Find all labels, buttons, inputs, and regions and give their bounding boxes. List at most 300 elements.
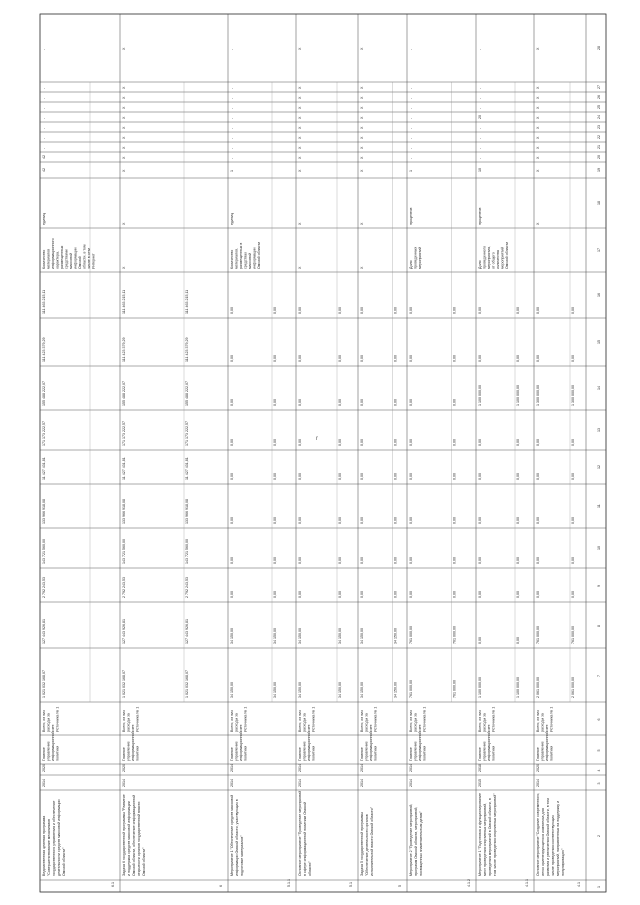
funding-source: Всего, из них — [122, 710, 126, 732]
value-total: 0,00 — [360, 307, 364, 314]
column-number: 11 — [597, 504, 601, 508]
year-mark: - — [409, 87, 413, 89]
value-total: 0,00 — [478, 517, 482, 524]
year-end: 2014 — [360, 764, 364, 772]
value-total: 0,00 — [409, 473, 413, 480]
unit: единиц — [42, 212, 46, 225]
executor: управление — [364, 741, 369, 761]
executor: политики — [422, 745, 427, 761]
value-total: 0,00 — [536, 591, 540, 598]
funding-source: счет: — [545, 723, 549, 732]
funding-source: расходы за — [482, 713, 487, 732]
value-total: 761 000,00 — [536, 626, 540, 644]
value-total: 0,00 — [536, 473, 540, 480]
year-mark: - — [230, 97, 234, 99]
value-source-1: 0,00 — [452, 439, 457, 446]
row-number: 5.1.1 — [287, 879, 291, 887]
value-source-1: 0,00 — [571, 473, 575, 480]
year-mark: - — [42, 117, 46, 119]
funding-source: Всего, из них — [536, 710, 540, 732]
year-mark: - — [478, 127, 482, 129]
indicator-name: количества — [496, 250, 500, 269]
value-source-1: 0,00 — [452, 307, 457, 314]
value-source-1: 0,00 — [452, 473, 457, 480]
row-title: "Обеспечение деятельности органов — [365, 814, 369, 876]
funding-source: Всего, из них — [409, 710, 413, 732]
row-title: числе проведения соответствующих — [551, 815, 555, 876]
value-total: 143 721 560,00 — [122, 539, 126, 564]
value-total: 0,00 — [478, 307, 482, 314]
value-source-1: 0,00 — [516, 307, 520, 314]
indicator-name: средствами — [64, 249, 69, 269]
indicator-name: Омской области — [505, 241, 509, 269]
value-total: 171 173 222,57 — [122, 421, 126, 446]
value-total: 34 150,00 — [360, 628, 364, 644]
year-mark: X — [360, 116, 364, 119]
value-source-1: 111 463 215,11 — [185, 289, 189, 314]
value-total: 0,00 — [360, 591, 364, 598]
funding-source: расходы за — [413, 713, 418, 732]
row-number: 5 — [398, 885, 402, 887]
funding-source: счет: — [369, 723, 373, 732]
row-title: том числе проведения спортивных мероприятий" — [493, 793, 497, 876]
year-mark: X — [122, 126, 126, 129]
row-title: мест проведения спортивных мероприятий, — [483, 802, 487, 876]
year-mark: X — [122, 169, 126, 172]
value-total: 1 021 032 168,07 — [122, 670, 126, 698]
executor: информационной — [239, 731, 243, 761]
value-total: 133 966 918,08 — [122, 499, 126, 524]
value-total: 133 966 918,08 — [42, 499, 46, 524]
value-source-1: 0,00 — [516, 591, 520, 598]
value-source-1: 0,00 — [452, 591, 457, 598]
year-mark: X — [536, 146, 540, 149]
value-source-1: 0,00 — [393, 307, 398, 314]
value-source-1: 761 000,00 — [452, 626, 457, 644]
executor: управление — [413, 741, 418, 761]
value-source-1: 761 000,00 — [571, 626, 575, 644]
value-total: 111 423 379,29 — [122, 337, 126, 362]
row-title: Задача 5 государственной программы — [360, 812, 364, 876]
value-total: 0,00 — [298, 307, 302, 314]
value-source-1: 0,00 — [571, 439, 575, 446]
value-source-1: 0,00 — [393, 557, 398, 564]
year-mark: X — [122, 106, 126, 109]
value-source-1: 34 150,00 — [393, 682, 398, 698]
column-number: 19 — [597, 168, 601, 172]
column-number: 26 — [597, 95, 601, 99]
year-mark: - — [42, 48, 46, 50]
executor: Главное — [298, 747, 302, 761]
column-number: 5 — [597, 749, 601, 752]
funding-source: Всего, из них — [478, 710, 482, 732]
year-mark: X — [122, 96, 126, 99]
unit: X — [298, 222, 302, 225]
value-source-1: 0,00 — [273, 517, 277, 524]
year-mark: X — [360, 86, 364, 89]
value-total: 0,00 — [478, 557, 482, 564]
row-title: развития и увеличения Омской области, в том — [546, 798, 550, 876]
executor: Главное — [536, 747, 540, 761]
value-source-1: 34 150,00 — [393, 628, 398, 644]
column-number: 27 — [597, 85, 601, 89]
executor: информационной — [418, 731, 422, 761]
value-total: 0,00 — [298, 355, 302, 362]
column-number: 9 — [597, 585, 601, 587]
executor: информационной — [131, 731, 135, 761]
year-mark: X — [360, 126, 364, 129]
column-number: 24 — [597, 115, 601, 119]
indicator-name: массовой — [248, 253, 252, 269]
value-total: 0,00 — [298, 591, 302, 598]
row-title: открытости органов государственной власти — [137, 801, 141, 876]
funding-source: расходы за — [302, 713, 307, 732]
value-total: 0,00 — [360, 517, 364, 524]
row-title: области" — [308, 861, 312, 876]
indicator-name: Доля — [409, 260, 413, 269]
row-title: легко ориентирующегося комплекса для — [541, 808, 545, 876]
year-mark: - — [230, 48, 234, 50]
unit: X — [360, 222, 364, 225]
row-title: Мероприятие 2 "Проведение мероприятий, — [409, 803, 413, 876]
value-total: 0,00 — [298, 557, 302, 564]
row-title: Омской области, обеспечение информационной — [132, 794, 136, 876]
year-mark: X — [360, 146, 364, 149]
row-title: государственного управления и обеспечение — [52, 800, 56, 876]
value-source-1: 0,00 — [393, 473, 398, 480]
executor: Главное — [122, 747, 126, 761]
indicator-name: Омской области — [257, 241, 261, 269]
value-source-1: 0,00 — [571, 557, 575, 564]
funding-source: счет: — [131, 723, 135, 732]
indicator-name: числе в сети — [87, 247, 91, 269]
column-number: 13 — [597, 428, 601, 432]
value-source-1: 2 792 243,53 — [185, 577, 189, 598]
value-total: 0,00 — [536, 439, 540, 446]
value-total: 2 792 243,53 — [122, 577, 126, 598]
indicator-name: Доля — [478, 260, 482, 269]
year-mark: X — [536, 86, 540, 89]
value-total: 0,00 — [478, 637, 482, 644]
year-mark: - — [409, 137, 413, 139]
value-source-1: 0,00 — [571, 517, 575, 524]
value-source-1: 0,00 — [516, 473, 520, 480]
value-source-1: 0,00 — [338, 517, 342, 524]
executor: управление — [302, 741, 307, 761]
column-number: 8 — [597, 625, 601, 627]
funding-source: Источника № 1 — [491, 706, 496, 732]
value-source-1: 0,00 — [273, 557, 277, 564]
year-mark: - — [42, 97, 46, 99]
value-total: 127 443 926,81 — [122, 619, 126, 644]
value-source-1: 0,00 — [338, 399, 342, 406]
unit: единиц — [230, 212, 234, 225]
indicator-name: информации — [252, 247, 257, 269]
year-mark: - — [409, 127, 413, 129]
value-source-1: 1 100 000,00 — [516, 677, 520, 698]
executor: политики — [311, 745, 316, 761]
value-source-1: 0,00 — [393, 355, 398, 362]
value-total: 0,00 — [409, 557, 413, 564]
value-total: 0,00 — [230, 355, 234, 362]
value-source-1: 0,00 — [338, 355, 342, 362]
funding-source: Источника № 1 — [549, 706, 554, 732]
value-total: 0,00 — [478, 591, 482, 598]
value-source-1: 0,00 — [273, 473, 277, 480]
indicator-name: Количество — [42, 249, 46, 269]
value-source-1: 111 423 379,29 — [185, 337, 189, 362]
year-mark: X — [298, 96, 302, 99]
row-title: Омской области" — [142, 847, 146, 876]
indicator-name: X — [122, 266, 126, 269]
year-mark: - — [478, 87, 482, 89]
column-number: 23 — [597, 125, 601, 129]
value-source-1: 0,00 — [273, 307, 277, 314]
row-title: посвященных знаменательным датам" — [419, 811, 423, 876]
indicator-name: характера, — [55, 251, 60, 269]
year-mark: - — [42, 107, 46, 109]
value-total: 0,00 — [360, 439, 364, 446]
value-total: 0,00 — [536, 557, 540, 564]
row-title: программ Омской области, мероприятий, — [414, 806, 418, 876]
indicator-name: материалов — [46, 248, 51, 269]
value-total: 34 150,00 — [360, 682, 364, 698]
value-total: 1 100 000,00 — [478, 385, 482, 406]
funding-source: Источника № 1 — [55, 706, 60, 732]
value-source-1: 0,00 — [338, 439, 342, 446]
year-end: 2014 — [298, 764, 302, 772]
executor: Главное — [360, 747, 364, 761]
value-total: 761 000,00 — [409, 680, 413, 698]
row-title: мероприятий, направленных на поддержку и — [556, 800, 560, 876]
value-source-1: 0,00 — [516, 355, 520, 362]
year-start: 2014 — [409, 779, 413, 787]
value-total: 11 427 431,81 — [122, 457, 126, 480]
row-title: популяризацию" — [561, 848, 565, 876]
value-total: 34 150,00 — [230, 628, 234, 644]
year-mark: X — [360, 96, 364, 99]
indicator-name: X — [298, 266, 302, 269]
year-end: 2020 — [536, 764, 540, 772]
executor: Главное — [478, 747, 482, 761]
funding-source: расходы за — [126, 713, 131, 732]
year-mark: - — [478, 107, 482, 109]
year-mark: X — [298, 126, 302, 129]
funding-source: расходы за — [46, 713, 51, 732]
funding-source: расходы за — [234, 713, 239, 732]
value-total: 0,00 — [230, 473, 234, 480]
year-end: 2014 — [230, 764, 234, 772]
value-source-1: 143 721 560,00 — [185, 539, 189, 564]
value-total: 1 300 000,00 — [536, 385, 540, 406]
column-number: 15 — [597, 340, 601, 344]
value-source-1: 11 427 431,81 — [185, 457, 189, 480]
indicator-name: мероприятия, — [487, 246, 491, 269]
column-number: 3 — [597, 782, 601, 785]
executor: политики — [549, 745, 554, 761]
value-total: 111 463 215,11 — [42, 289, 46, 314]
value-total: 0,00 — [230, 439, 234, 446]
column-number: 25 — [597, 105, 601, 109]
value-source-1: 0,00 — [516, 439, 520, 446]
year-mark: - — [230, 137, 234, 139]
value-source-1: 0,00 — [393, 517, 398, 524]
value-total: 0,00 — [409, 517, 413, 524]
value-total: 0,00 — [230, 399, 234, 406]
year-mark: X — [360, 156, 364, 159]
year-mark: X — [536, 96, 540, 99]
value-total: 0,00 — [230, 517, 234, 524]
year-mark: X — [298, 116, 302, 119]
indicator-name: Количество — [230, 249, 234, 269]
value-total: 0,00 — [478, 439, 482, 446]
value-total: 0,00 — [478, 473, 482, 480]
value-total: 127 443 926,81 — [42, 619, 46, 644]
year-start: 2014 — [122, 779, 126, 787]
year-mark: - — [478, 48, 482, 50]
executor: Главное — [230, 747, 234, 761]
stray-mark: r — [316, 436, 318, 442]
value-source-1: 0,00 — [452, 517, 457, 524]
year-mark: - — [409, 147, 413, 149]
value-source-1: 2 061 000,00 — [571, 677, 575, 698]
row-title: Ведомственная целевая программа — [42, 815, 46, 876]
indicator-name: средствах — [243, 252, 248, 269]
executor: управление — [46, 741, 51, 761]
year-end: 2018 — [478, 764, 482, 772]
year-mark: X — [122, 47, 126, 50]
value-total: 0,00 — [360, 557, 364, 564]
column-number: 2 — [597, 835, 601, 837]
row-title: информации Омской области, участвующих в — [235, 799, 239, 876]
executor: политики — [373, 745, 378, 761]
year-mark: X — [298, 146, 302, 149]
value-source-1: 0,00 — [338, 307, 342, 314]
value-total: 0,00 — [360, 473, 364, 480]
year-mark: 42 — [42, 168, 46, 172]
value-total: 1 021 032 168,07 — [42, 670, 46, 698]
year-mark: 1 — [409, 170, 413, 172]
executor: информационной — [545, 731, 549, 761]
funding-source: счет: — [307, 723, 311, 732]
indicator-name: Омской — [78, 256, 82, 269]
year-mark: - — [409, 48, 413, 50]
indicator-name: проведенных — [413, 246, 418, 269]
value-source-1: 0,00 — [273, 355, 277, 362]
year-mark: X — [360, 106, 364, 109]
value-total: 1 100 000,00 — [478, 677, 482, 698]
value-total: 0,00 — [536, 307, 540, 314]
row-title: исполнительной власти Омской области" — [370, 807, 374, 876]
row-title: деятельности средств массовой информации — [57, 799, 61, 876]
indicator-name: материалов, — [234, 247, 239, 269]
value-source-1: 0,00 — [273, 399, 277, 406]
year-mark: 20 — [478, 115, 482, 119]
value-source-1: 1 300 000,00 — [571, 385, 575, 406]
year-mark: X — [122, 116, 126, 119]
funding-source: Источника № 1 — [243, 706, 248, 732]
row-title: "Совершенствование механизмов — [47, 819, 51, 876]
value-source-1: 1 021 032 168,07 — [185, 670, 189, 698]
value-source-1: 0,00 — [452, 399, 457, 406]
funding-source: расходы за — [540, 713, 545, 732]
value-source-1: 0,00 — [273, 439, 277, 446]
column-number: 20 — [597, 155, 601, 159]
value-total: 0,00 — [409, 439, 413, 446]
value-total: 0,00 — [360, 355, 364, 362]
value-source-1: 0,00 — [273, 591, 277, 598]
year-start: 2014 — [298, 779, 302, 787]
year-mark: 42 — [42, 155, 46, 159]
executor: управление — [234, 741, 239, 761]
value-source-1: 0,00 — [516, 637, 520, 644]
year-mark: - — [230, 127, 234, 129]
executor: управление — [126, 741, 131, 761]
value-source-1: 0,00 — [516, 517, 520, 524]
value-source-1: 0,00 — [571, 591, 575, 598]
year-mark: - — [230, 107, 234, 109]
indicator-name: информационного — [51, 238, 55, 269]
year-mark: X — [536, 106, 540, 109]
column-number: 10 — [597, 546, 601, 550]
row-number: 4.1 — [577, 882, 581, 887]
column-number: 21 — [597, 145, 601, 149]
indicator-name: X — [360, 266, 364, 269]
value-source-1: 34 150,00 — [338, 628, 342, 644]
year-mark: X — [298, 136, 302, 139]
executor: информационной — [51, 731, 55, 761]
value-total: 0,00 — [230, 591, 234, 598]
column-number: 6 — [597, 718, 601, 721]
indicator-name: Интернет — [91, 253, 96, 269]
year-mark: - — [409, 97, 413, 99]
year-mark: X — [360, 136, 364, 139]
value-source-1: 127 443 926,81 — [185, 619, 189, 644]
row-title: проведения мероприятий в Омской области, в — [488, 798, 492, 876]
executor: информационной — [487, 731, 491, 761]
year-mark: X — [298, 47, 302, 50]
funding-source: счет: — [239, 723, 243, 732]
column-number: 12 — [597, 465, 601, 469]
column-number: 7 — [597, 675, 601, 677]
year-mark: X — [360, 47, 364, 50]
value-total: 0,00 — [409, 355, 413, 362]
year-mark: X — [122, 136, 126, 139]
row-title: Задача 6 государственной программы "Развитие — [122, 794, 126, 876]
executor: политики — [135, 745, 140, 761]
value-source-1: 0,00 — [338, 591, 342, 598]
year-mark: - — [230, 117, 234, 119]
value-total: 761 000,00 — [409, 626, 413, 644]
value-total: 111 463 215,11 — [122, 289, 126, 314]
row-title: в сфере информационной политики Омской — [303, 802, 307, 876]
value-total: 111 423 379,29 — [42, 337, 46, 362]
value-total: 143 721 560,00 — [42, 539, 46, 564]
funding-source: Всего, из них — [42, 710, 46, 732]
year-mark: X — [298, 86, 302, 89]
value-source-1: 0,00 — [571, 307, 575, 314]
value-source-1: 0,00 — [393, 399, 398, 406]
row-number: 5.1 — [349, 882, 353, 887]
funding-source: Всего, из них — [298, 710, 302, 732]
year-end: 2014 — [409, 764, 413, 772]
value-total: 0,00 — [298, 473, 302, 480]
year-mark: - — [478, 147, 482, 149]
unit: X — [536, 222, 540, 225]
year-mark: X — [536, 169, 540, 172]
row-title: подготовке материалов" — [240, 835, 244, 876]
year-mark: - — [478, 137, 482, 139]
